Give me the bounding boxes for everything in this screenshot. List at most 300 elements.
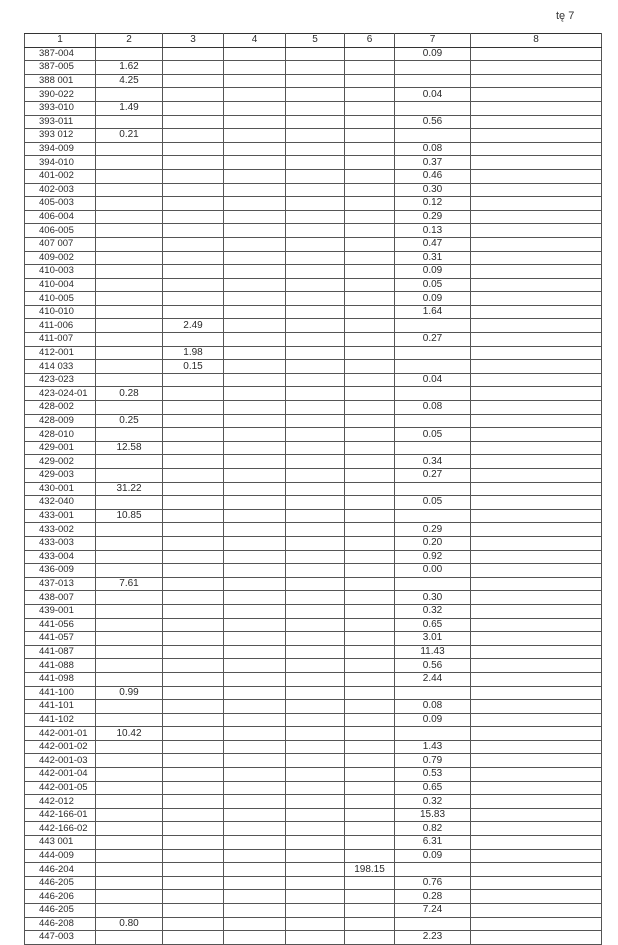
- table-cell: [286, 536, 345, 550]
- table-cell: [163, 904, 224, 918]
- table-cell: [224, 142, 286, 156]
- table-row: [25, 251, 602, 265]
- table-cell: 0.12: [395, 197, 471, 211]
- table-cell: [345, 373, 395, 387]
- table-cell: [286, 727, 345, 741]
- table-cell: 0.30: [395, 591, 471, 605]
- table-cell: [163, 645, 224, 659]
- table-cell: [395, 346, 471, 360]
- table-cell: [163, 265, 224, 279]
- table-cell: 0.65: [395, 781, 471, 795]
- table-cell: [286, 509, 345, 523]
- table-cell: [471, 727, 602, 741]
- table-cell: [471, 237, 602, 251]
- table-cell: [471, 740, 602, 754]
- table-cell: [345, 686, 395, 700]
- table-cell: [471, 876, 602, 890]
- table-cell: [471, 183, 602, 197]
- table-cell: [163, 536, 224, 550]
- table-cell: [163, 509, 224, 523]
- table-cell: [395, 129, 471, 143]
- table-cell: [471, 224, 602, 238]
- table-cell: [163, 876, 224, 890]
- table-cell: [471, 536, 602, 550]
- table-cell: [96, 319, 163, 333]
- table-cell: 0.46: [395, 169, 471, 183]
- table-cell: [345, 713, 395, 727]
- table-cell: [163, 727, 224, 741]
- table-cell: [471, 115, 602, 129]
- table-cell: [395, 441, 471, 455]
- table-cell: 2.44: [395, 672, 471, 686]
- table-cell: [471, 197, 602, 211]
- table-cell: 0.05: [395, 496, 471, 510]
- parcel-id-cell: 441-101: [25, 700, 96, 714]
- table-cell: [286, 61, 345, 75]
- table-cell: [96, 251, 163, 265]
- table-row: [25, 876, 602, 890]
- table-cell: [286, 428, 345, 442]
- table-cell: 0.82: [395, 822, 471, 836]
- table-cell: [471, 455, 602, 469]
- table-cell: [471, 836, 602, 850]
- table-row: [25, 863, 602, 877]
- table-cell: 1.43: [395, 740, 471, 754]
- parcel-id-cell: 414 033: [25, 360, 96, 374]
- parcel-id-cell: 387-005: [25, 61, 96, 75]
- table-cell: 0.29: [395, 210, 471, 224]
- table-cell: [224, 469, 286, 483]
- table-cell: [286, 210, 345, 224]
- table-cell: [345, 88, 395, 102]
- parcel-id-cell: 410-004: [25, 278, 96, 292]
- table-cell: [96, 47, 163, 61]
- table-row: [25, 836, 602, 850]
- table-cell: [286, 197, 345, 211]
- table-cell: [96, 401, 163, 415]
- table-cell: [163, 292, 224, 306]
- table-cell: [345, 836, 395, 850]
- table-cell: [471, 672, 602, 686]
- table-cell: [471, 713, 602, 727]
- table-cell: [471, 265, 602, 279]
- table-cell: [286, 469, 345, 483]
- table-cell: [286, 88, 345, 102]
- table-cell: [163, 713, 224, 727]
- table-cell: [96, 768, 163, 782]
- table-row: [25, 917, 602, 931]
- table-row: [25, 686, 602, 700]
- table-row: [25, 496, 602, 510]
- table-cell: [286, 849, 345, 863]
- table-cell: [163, 401, 224, 415]
- table-cell: [224, 156, 286, 170]
- table-cell: [395, 482, 471, 496]
- table-cell: 1.98: [163, 346, 224, 360]
- column-number-header-row: [25, 34, 602, 48]
- table-cell: 6.31: [395, 836, 471, 850]
- parcel-id-cell: 411-007: [25, 333, 96, 347]
- table-cell: [345, 904, 395, 918]
- table-cell: [345, 101, 395, 115]
- table-cell: [345, 482, 395, 496]
- table-cell: [224, 822, 286, 836]
- table-cell: [471, 890, 602, 904]
- table-row: [25, 401, 602, 415]
- table-cell: [163, 156, 224, 170]
- table-cell: 0.21: [96, 129, 163, 143]
- table-cell: [471, 577, 602, 591]
- table-cell: 2.23: [395, 931, 471, 945]
- table-cell: [286, 441, 345, 455]
- table-cell: [163, 795, 224, 809]
- table-cell: [286, 482, 345, 496]
- table-cell: [345, 265, 395, 279]
- table-cell: [224, 672, 286, 686]
- table-cell: [286, 836, 345, 850]
- table-cell: 1.62: [96, 61, 163, 75]
- table-cell: 0.05: [395, 428, 471, 442]
- table-cell: [224, 713, 286, 727]
- table-cell: [224, 509, 286, 523]
- table-cell: 0.25: [96, 414, 163, 428]
- table-cell: [345, 169, 395, 183]
- table-cell: [224, 292, 286, 306]
- table-cell: [163, 849, 224, 863]
- table-row: [25, 169, 602, 183]
- parcel-id-cell: 442-001-01: [25, 727, 96, 741]
- table-cell: [286, 305, 345, 319]
- table-cell: [345, 577, 395, 591]
- table-cell: [163, 74, 224, 88]
- table-cell: [345, 142, 395, 156]
- table-cell: [286, 373, 345, 387]
- column-header: 1: [25, 34, 96, 48]
- table-row: [25, 536, 602, 550]
- table-cell: [163, 305, 224, 319]
- table-cell: [163, 210, 224, 224]
- table-cell: [286, 101, 345, 115]
- table-cell: [471, 401, 602, 415]
- table-row: [25, 550, 602, 564]
- table-cell: [345, 469, 395, 483]
- table-row: [25, 47, 602, 61]
- table-cell: [345, 727, 395, 741]
- table-cell: [286, 781, 345, 795]
- parcel-id-cell: 394-010: [25, 156, 96, 170]
- table-cell: 7.24: [395, 904, 471, 918]
- table-cell: [345, 414, 395, 428]
- parcel-id-cell: 441-098: [25, 672, 96, 686]
- table-cell: 0.05: [395, 278, 471, 292]
- table-row: [25, 523, 602, 537]
- table-cell: [163, 441, 224, 455]
- table-cell: [345, 700, 395, 714]
- table-cell: [96, 333, 163, 347]
- table-cell: [286, 360, 345, 374]
- table-row: [25, 183, 602, 197]
- table-cell: [286, 632, 345, 646]
- table-cell: [96, 795, 163, 809]
- table-cell: [345, 319, 395, 333]
- table-cell: [224, 632, 286, 646]
- table-cell: [345, 346, 395, 360]
- table-cell: [163, 890, 224, 904]
- table-cell: [224, 645, 286, 659]
- parcel-id-cell: 393 012: [25, 129, 96, 143]
- table-cell: 0.34: [395, 455, 471, 469]
- table-cell: [286, 659, 345, 673]
- table-cell: [163, 115, 224, 129]
- table-cell: [471, 808, 602, 822]
- parcel-id-cell: 442-012: [25, 795, 96, 809]
- table-cell: [224, 88, 286, 102]
- parcel-id-cell: 441-087: [25, 645, 96, 659]
- table-cell: [471, 822, 602, 836]
- table-cell: [471, 781, 602, 795]
- table-cell: 1.49: [96, 101, 163, 115]
- table-cell: [286, 115, 345, 129]
- table-cell: [96, 183, 163, 197]
- table-cell: [345, 632, 395, 646]
- table-row: [25, 904, 602, 918]
- table-row: [25, 632, 602, 646]
- table-row: [25, 441, 602, 455]
- table-row: [25, 292, 602, 306]
- table-row: [25, 360, 602, 374]
- table-cell: [345, 496, 395, 510]
- table-cell: [96, 659, 163, 673]
- table-cell: [96, 604, 163, 618]
- table-cell: [345, 224, 395, 238]
- parcel-id-cell: 441-056: [25, 618, 96, 632]
- table-cell: [96, 292, 163, 306]
- table-cell: [96, 904, 163, 918]
- table-row: [25, 713, 602, 727]
- table-cell: [96, 700, 163, 714]
- table-cell: [96, 156, 163, 170]
- table-cell: [471, 645, 602, 659]
- table-cell: [345, 455, 395, 469]
- table-cell: [163, 469, 224, 483]
- table-cell: [163, 700, 224, 714]
- table-cell: [96, 237, 163, 251]
- table-cell: [471, 169, 602, 183]
- table-cell: [224, 536, 286, 550]
- table-cell: [345, 822, 395, 836]
- column-header: 6: [345, 34, 395, 48]
- table-cell: [96, 360, 163, 374]
- table-cell: [163, 822, 224, 836]
- table-cell: [286, 876, 345, 890]
- table-cell: [395, 863, 471, 877]
- parcel-id-cell: 387-004: [25, 47, 96, 61]
- table-cell: [96, 523, 163, 537]
- table-cell: [96, 224, 163, 238]
- table-cell: [471, 564, 602, 578]
- table-cell: [286, 224, 345, 238]
- table-cell: [286, 74, 345, 88]
- parcel-id-cell: 394-009: [25, 142, 96, 156]
- table-cell: [224, 523, 286, 537]
- table-cell: [224, 387, 286, 401]
- table-cell: [96, 88, 163, 102]
- table-cell: [96, 849, 163, 863]
- table-cell: [395, 727, 471, 741]
- table-cell: [471, 251, 602, 265]
- table-cell: [471, 210, 602, 224]
- table-cell: 0.09: [395, 849, 471, 863]
- table-cell: [286, 237, 345, 251]
- parcel-id-cell: 429-001: [25, 441, 96, 455]
- table-cell: [286, 713, 345, 727]
- table-cell: [96, 876, 163, 890]
- parcel-id-cell: 437-013: [25, 577, 96, 591]
- table-cell: [286, 577, 345, 591]
- parcel-id-cell: 441-088: [25, 659, 96, 673]
- column-header: 8: [471, 34, 602, 48]
- table-cell: [471, 863, 602, 877]
- table-cell: [224, 496, 286, 510]
- table-row: [25, 237, 602, 251]
- table-cell: 7.61: [96, 577, 163, 591]
- table-cell: [224, 251, 286, 265]
- table-cell: [345, 591, 395, 605]
- table-row: [25, 74, 602, 88]
- column-header: 5: [286, 34, 345, 48]
- table-row: [25, 197, 602, 211]
- table-cell: [224, 727, 286, 741]
- table-cell: 0.15: [163, 360, 224, 374]
- table-row: [25, 659, 602, 673]
- table-row: [25, 890, 602, 904]
- table-cell: [224, 210, 286, 224]
- table-cell: [224, 781, 286, 795]
- table-row: [25, 849, 602, 863]
- table-cell: 0.04: [395, 88, 471, 102]
- table-cell: 0.92: [395, 550, 471, 564]
- table-cell: [286, 700, 345, 714]
- table-cell: 0.47: [395, 237, 471, 251]
- table-cell: [471, 904, 602, 918]
- table-cell: [96, 591, 163, 605]
- table-cell: 198.15: [345, 863, 395, 877]
- table-cell: [395, 686, 471, 700]
- table-cell: [224, 197, 286, 211]
- parcel-id-cell: 393-011: [25, 115, 96, 129]
- parcel-id-cell: 443 001: [25, 836, 96, 850]
- table-cell: [286, 808, 345, 822]
- table-cell: [471, 74, 602, 88]
- table-cell: 0.65: [395, 618, 471, 632]
- table-cell: [471, 292, 602, 306]
- table-row: [25, 808, 602, 822]
- table-cell: [286, 931, 345, 945]
- table-cell: [163, 373, 224, 387]
- table-cell: [163, 591, 224, 605]
- table-cell: [96, 469, 163, 483]
- parcel-id-cell: 406-004: [25, 210, 96, 224]
- table-cell: [345, 645, 395, 659]
- table-cell: [286, 618, 345, 632]
- table-cell: 0.13: [395, 224, 471, 238]
- table-cell: [286, 156, 345, 170]
- table-cell: [471, 700, 602, 714]
- table-cell: [286, 795, 345, 809]
- parcel-id-cell: 410-005: [25, 292, 96, 306]
- table-cell: [286, 265, 345, 279]
- table-cell: [224, 183, 286, 197]
- parcel-id-cell: 429-002: [25, 455, 96, 469]
- table-cell: [96, 169, 163, 183]
- table-cell: [345, 550, 395, 564]
- table-cell: [224, 319, 286, 333]
- table-cell: [286, 686, 345, 700]
- table-cell: [163, 931, 224, 945]
- table-cell: [471, 931, 602, 945]
- table-cell: [96, 822, 163, 836]
- parcel-id-cell: 428-010: [25, 428, 96, 442]
- table-cell: [163, 618, 224, 632]
- table-cell: [286, 278, 345, 292]
- table-cell: [345, 210, 395, 224]
- table-row: [25, 61, 602, 75]
- table-cell: 0.80: [96, 917, 163, 931]
- table-cell: 3.01: [395, 632, 471, 646]
- table-row: [25, 129, 602, 143]
- table-cell: [471, 305, 602, 319]
- table-cell: [224, 265, 286, 279]
- table-cell: [286, 523, 345, 537]
- table-cell: [395, 509, 471, 523]
- table-cell: [224, 876, 286, 890]
- table-cell: [224, 754, 286, 768]
- table-cell: [163, 88, 224, 102]
- table-row: [25, 768, 602, 782]
- table-cell: 0.99: [96, 686, 163, 700]
- column-header: 3: [163, 34, 224, 48]
- table-cell: 0.56: [395, 659, 471, 673]
- table-cell: [345, 333, 395, 347]
- table-cell: [345, 618, 395, 632]
- table-cell: [224, 482, 286, 496]
- table-cell: [224, 401, 286, 415]
- table-cell: [471, 795, 602, 809]
- table-row: [25, 700, 602, 714]
- table-cell: [471, 47, 602, 61]
- table-cell: [345, 237, 395, 251]
- table-body: [25, 47, 602, 944]
- table-row: [25, 591, 602, 605]
- parcel-id-cell: 406-005: [25, 224, 96, 238]
- parcel-id-cell: 411-006: [25, 319, 96, 333]
- table-cell: [224, 428, 286, 442]
- column-header: 7: [395, 34, 471, 48]
- table-cell: [345, 917, 395, 931]
- table-cell: 0.08: [395, 700, 471, 714]
- table-row: [25, 618, 602, 632]
- table-cell: [345, 876, 395, 890]
- table-row: [25, 727, 602, 741]
- table-cell: [286, 455, 345, 469]
- parcel-id-cell: 436-009: [25, 564, 96, 578]
- table-cell: 12.58: [96, 441, 163, 455]
- table-row: [25, 346, 602, 360]
- table-cell: [224, 346, 286, 360]
- table-cell: [345, 781, 395, 795]
- table-cell: [345, 251, 395, 265]
- table-cell: [345, 61, 395, 75]
